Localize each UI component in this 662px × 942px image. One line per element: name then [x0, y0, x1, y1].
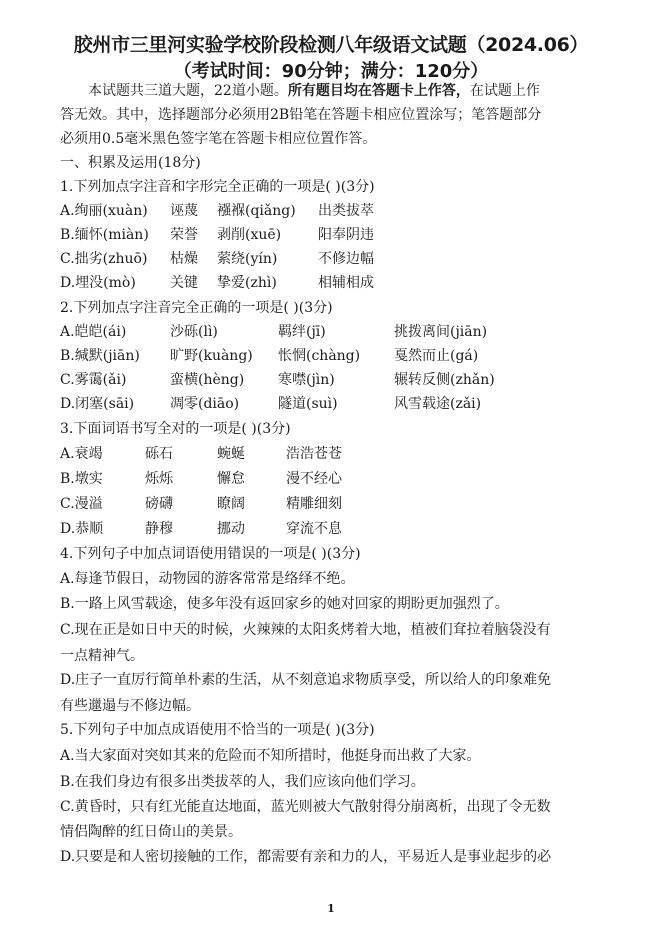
q5-option-b: B.在我们身边有很多出类拔萃的人，我们应该向他们学习。: [60, 774, 425, 790]
page-number: 1: [327, 902, 335, 915]
q4-option-b: B.一路上风雪载途，使多年没有返回家乡的她对回家的期盼更加强烈了。: [60, 596, 509, 612]
q4-option-d: D.庄子一直厉行简单朴素的生活，从不刻意追求物质享受，所以给人的印象难免: [60, 672, 552, 688]
instructions-line-1: 本试题共三道大题，22道小题。所有题目均在答题卡上作答，在试题上作: [88, 83, 540, 99]
exam-page: 胶州市三里河实验学校阶段检测八年级语文试题（2024.06） （考试时间：90分钟；满分：120分） 本试题共三道大题，22道小题。所有题目均在答题卡上作答，在试题上作 答无效。其中，选择题部分必须用2B铅笔在答题卡相应位置涂写；笔答题部分 必须用0.5毫米黑色签字笔在答题卡相应位置作答。 一、积累及运用(18分) 1.下列加点字注音和字形完全正确的一项是( )(3分) A.绚丽(xuàn) 诬蔑 襁褓(qiǎng) 出类拔萃 B.缅怀(miàn) 荣誉 剥削(xuē) 阳奉阴违 C.拙劣(zhuō) 枯燥 萦绕(yín) 不修边幅 D.埋没(mò) 关键 挚爱(zhì) 相辅相成 2.下列加点字注音完全正确的一项是( )(3分) A.皑皑(ái) 沙砾(lì) 羁绊(jī) 挑拨离间(jiān) B.缄默(jiān) 旷野(kuàng) 怅惘(chàng) 戛然而止(gá) C.雾霭(ǎi) 蛮横(hèng) 寒噤(jìn) 辗转反侧(zhǎn) D.闭塞(sāi) 凋零(diāo) 隧道(suì) 风雪载途(zǎi) 3.下面词语书写全对的一项是( )(3分) A.衰竭 砾石 蜿蜒 浩浩苍苍 B.墩实 烁烁 懈怠 漫不经心 C.漫溢 磅礴 瞭阔 精雕细刻 D.恭顺 静穆 挪动 穿流不息 4.下列句子中加点词语使用错误的一项是( )(3分) A.每逢节假日，动物园的游客常常是络绎不绝。 B.一路上风雪载途，使多年没有返回家乡的她对回家的期盼更加强烈了。 C.现在正是如日中天的时候，火辣辣的太阳炙烤着大地，植被们耷拉着脑袋没有 一点精神气。 D.庄子一直厉行简单朴素的生活，从不刻意追求物质享受，所以给人的印象难免 有些邋遢与不修边幅。 5.下列句子中加点成语使用不恰当的一项是( )(3分) A.当大家面对突如其来的危险而不知所措时，他挺身而出救了大家。 B.在我们身边有很多出类拔萃的人，我们应该向他们学习。 C.黄昏时，只有红光能直达地面，蓝光则被大气散射得分崩离析，出现了令无数 情侣陶醉的红日倚山的美景。 D.只要是和人密切接触的工作，都需要有亲和力的人，平易近人是事业起步的必 1: [0, 0, 662, 942]
question-3-stem: 3.下面词语书写全对的一项是( )(3分): [60, 421, 291, 437]
exam-time-info: （考试时间：90分钟；满分：120分）: [173, 61, 489, 82]
q5-option-c-continued: 情侣陶醉的红日倚山的美景。: [60, 824, 242, 840]
q4-option-d-continued: 有些邋遢与不修边幅。: [60, 698, 200, 714]
question-2-stem: 2.下列加点字注音完全正确的一项是( )(3分): [60, 300, 333, 316]
q5-option-a: A.当大家面对突如其来的危险而不知所措时，他挺身而出救了大家。: [60, 748, 481, 764]
q4-option-c: C.现在正是如日中天的时候，火辣辣的太阳炙烤着大地，植被们耷拉着脑袋没有: [60, 622, 551, 638]
question-1-stem: 1.下列加点字注音和字形完全正确的一项是( )(3分): [60, 179, 375, 195]
q5-option-c: C.黄昏时，只有红光能直达地面，蓝光则被大气散射得分崩离析，出现了令无数: [60, 799, 551, 815]
instructions-line-2: 答无效。其中，选择题部分必须用2B铅笔在答题卡相应位置涂写；笔答题部分: [60, 107, 542, 123]
section-heading: 一、积累及运用(18分): [60, 155, 201, 171]
question-4-stem: 4.下列句子中加点词语使用错误的一项是( )(3分): [60, 546, 361, 562]
q4-option-c-continued: 一点精神气。: [60, 648, 144, 664]
q4-option-a: A.每逢节假日，动物园的游客常常是络绎不绝。: [60, 571, 355, 587]
question-5-stem: 5.下列句子中加点成语使用不恰当的一项是( )(3分): [60, 722, 375, 738]
instructions-line-3: 必须用0.5毫米黑色签字笔在答题卡相应位置作答。: [60, 131, 377, 147]
q5-option-d: D.只要是和人密切接触的工作，都需要有亲和力的人，平易近人是事业起步的必: [60, 849, 552, 865]
page-title: 胶州市三里河实验学校阶段检测八年级语文试题（2024.06）: [73, 34, 589, 56]
